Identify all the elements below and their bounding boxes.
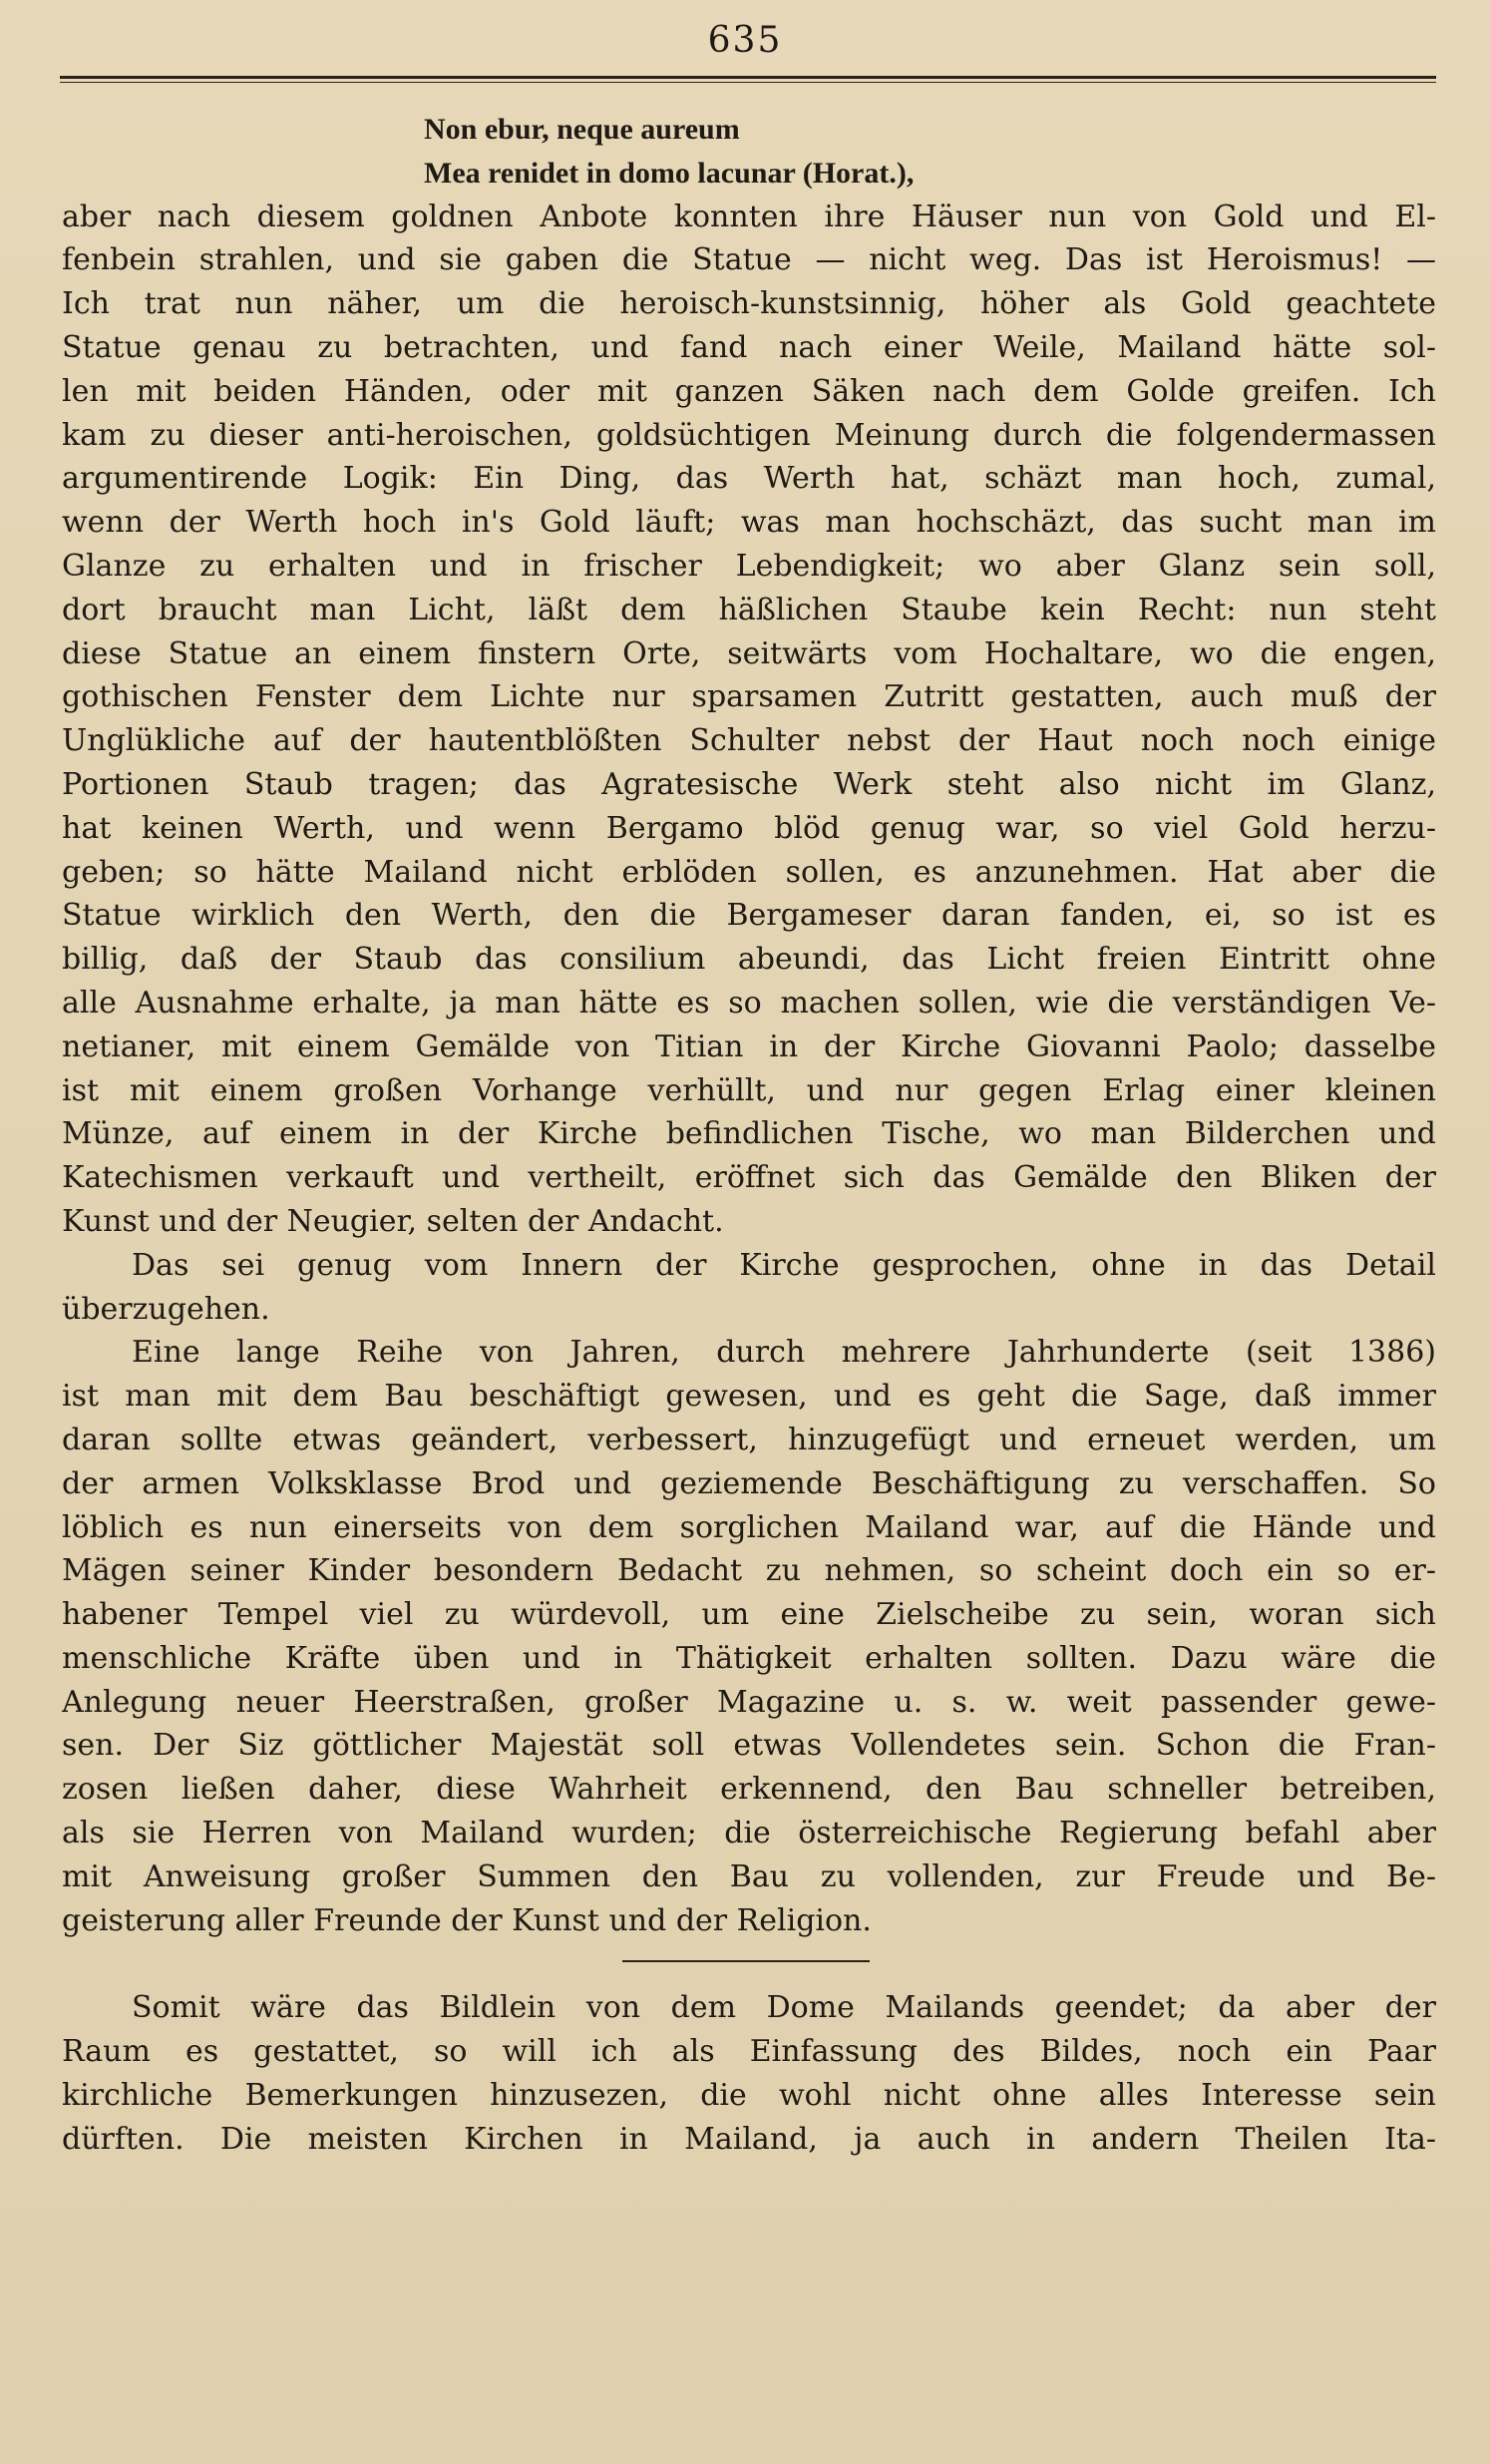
text-line: geisterung aller Freunde der Kunst und der Religion.: [62, 1902, 872, 1938]
text-line: der armen Volksklasse Brod und geziemende Beschäftigung zu verschaffen. So: [62, 1465, 1436, 1501]
text-line: Anlegung neuer Heerstraßen, großer Magazine u. s. w. weit passender gewe-: [62, 1684, 1436, 1720]
text-line: habener Tempel viel zu würdevoll, um eine Zielscheibe zu sein, woran sich: [62, 1597, 1436, 1633]
text-line: diese Statue an einem finstern Orte, seitwärts vom Hochaltare, wo die engen,: [62, 635, 1436, 671]
text-line: Katechismen verkauft und vertheilt, eröffnet sich das Gemälde den Bliken der: [62, 1160, 1436, 1196]
text-line: wenn der Werth hoch in's Gold läuft; was man hochschäzt, das sucht man im: [62, 505, 1436, 541]
text-line: sen. Der Siz göttlicher Majestät soll etwas Vollendetes sein. Schon die Fran-: [62, 1728, 1436, 1764]
header-rule-thin: [60, 82, 1436, 83]
text-line: menschliche Kräfte üben und in Thätigkeit erhalten sollten. Dazu wäre die: [62, 1640, 1436, 1676]
text-line: Eine lange Reihe von Jahren, durch mehrere Jahrhunderte (seit 1386): [132, 1335, 1436, 1371]
header-rule: [60, 76, 1436, 79]
text-line: billig, daß der Staub das consilium abeundi, das Licht freien Eintritt ohne: [62, 942, 1436, 978]
text-line: als sie Herren von Mailand wurden; die österreichische Regierung befahl aber: [62, 1816, 1436, 1851]
text-line: kam zu dieser anti-heroischen, goldsüchtigen Meinung durch die folgendermassen: [62, 417, 1436, 453]
text-line: Statue genau zu betrachten, und fand nach einer Weile, Mailand hätte sol-: [62, 329, 1436, 365]
text-line: dürften. Die meisten Kirchen in Mailand, ja auch in andern Theilen Ita-: [62, 2121, 1436, 2157]
text-line: argumentirende Logik: Ein Ding, das Werth hat, schäzt man hoch, zumal,: [62, 461, 1436, 497]
text-line: Unglükliche auf der hautentblößten Schulter nebst der Haut noch noch einige: [62, 723, 1436, 759]
text-line: dort braucht man Licht, läßt dem häßlichen Staube kein Recht: nun steht: [62, 592, 1436, 627]
text-line: hat keinen Werth, und wenn Bergamo blöd genug war, so viel Gold herzu-: [62, 810, 1436, 846]
text-line: Münze, auf einem in der Kirche befindlichen Tische, wo man Bilderchen und: [62, 1116, 1436, 1152]
quote-line: Mea renidet in domo lacunar (Horat.),: [424, 156, 915, 190]
text-line: Kunst und der Neugier, selten der Andacht.: [62, 1203, 724, 1239]
body-text: [62, 108, 1436, 2161]
text-line: Raum es gestattet, so will ich als Einfassung des Bildes, noch ein Paar: [62, 2034, 1436, 2070]
quote-line: Non ebur, neque aureum: [424, 113, 740, 146]
section-divider: [62, 1942, 1436, 1986]
text-line: aber nach diesem goldnen Anbote konnten ihre Häuser nun von Gold und El-: [62, 199, 1436, 234]
text-line: geben; so hätte Mailand nicht erblöden sollen, es anzunehmen. Hat aber die: [62, 854, 1436, 890]
text-line: überzugehen.: [62, 1291, 270, 1327]
text-line: daran sollte etwas geändert, verbessert, hinzugefügt und erneuet werden, um: [62, 1422, 1436, 1457]
text-line: Mägen seiner Kinder besondern Bedacht zu nehmen, so scheint doch ein so er-: [62, 1553, 1436, 1589]
text-line: zosen ließen daher, diese Wahrheit erkennend, den Bau schneller betreiben,: [62, 1772, 1436, 1808]
text-line: ist mit einem großen Vorhange verhüllt, und nur gegen Erlag einer kleinen: [62, 1072, 1436, 1108]
text-line: kirchliche Bemerkungen hinzusezen, die wohl nicht ohne alles Interesse sein: [62, 2077, 1436, 2113]
text-line: fenbein strahlen, und sie gaben die Statue — nicht weg. Das ist Heroismus! —: [62, 242, 1436, 278]
text-line: mit Anweisung großer Summen den Bau zu vollenden, zur Freude und Be-: [62, 1858, 1436, 1894]
text-line: alle Ausnahme erhalte, ja man hätte es so machen sollen, wie die verständigen Ve-: [62, 985, 1436, 1021]
text-line: Somit wäre das Bildlein von dem Dome Mailands geendet; da aber der: [132, 1990, 1436, 2026]
text-line: Statue wirklich den Werth, den die Bergameser daran fanden, ei, so ist es: [62, 898, 1436, 934]
text-line: Glanze zu erhalten und in frischer Lebendigkeit; wo aber Glanz sein soll,: [62, 548, 1436, 584]
text-line: Ich trat nun näher, um die heroisch-kunstsinnig, höher als Gold geachtete: [62, 286, 1436, 322]
text-line: Das sei genug vom Innern der Kirche gesprochen, ohne in das Detail: [132, 1247, 1436, 1283]
text-line: Portionen Staub tragen; das Agratesische Werk steht also nicht im Glanz,: [62, 766, 1436, 802]
text-line: len mit beiden Händen, oder mit ganzen Säken nach dem Golde greifen. Ich: [62, 373, 1436, 409]
text-line: löblich es nun einerseits von dem sorglichen Mailand war, auf die Hände und: [62, 1509, 1436, 1545]
text-line: gothischen Fenster dem Lichte nur sparsamen Zutritt gestatten, auch muß der: [62, 679, 1436, 715]
text-line: netianer, mit einem Gemälde von Titian in der Kirche Giovanni Paolo; dasselbe: [62, 1028, 1436, 1064]
text-line: ist man mit dem Bau beschäftigt gewesen, und es geht die Sage, daß immer: [62, 1379, 1436, 1415]
page-number: 635: [707, 20, 783, 61]
